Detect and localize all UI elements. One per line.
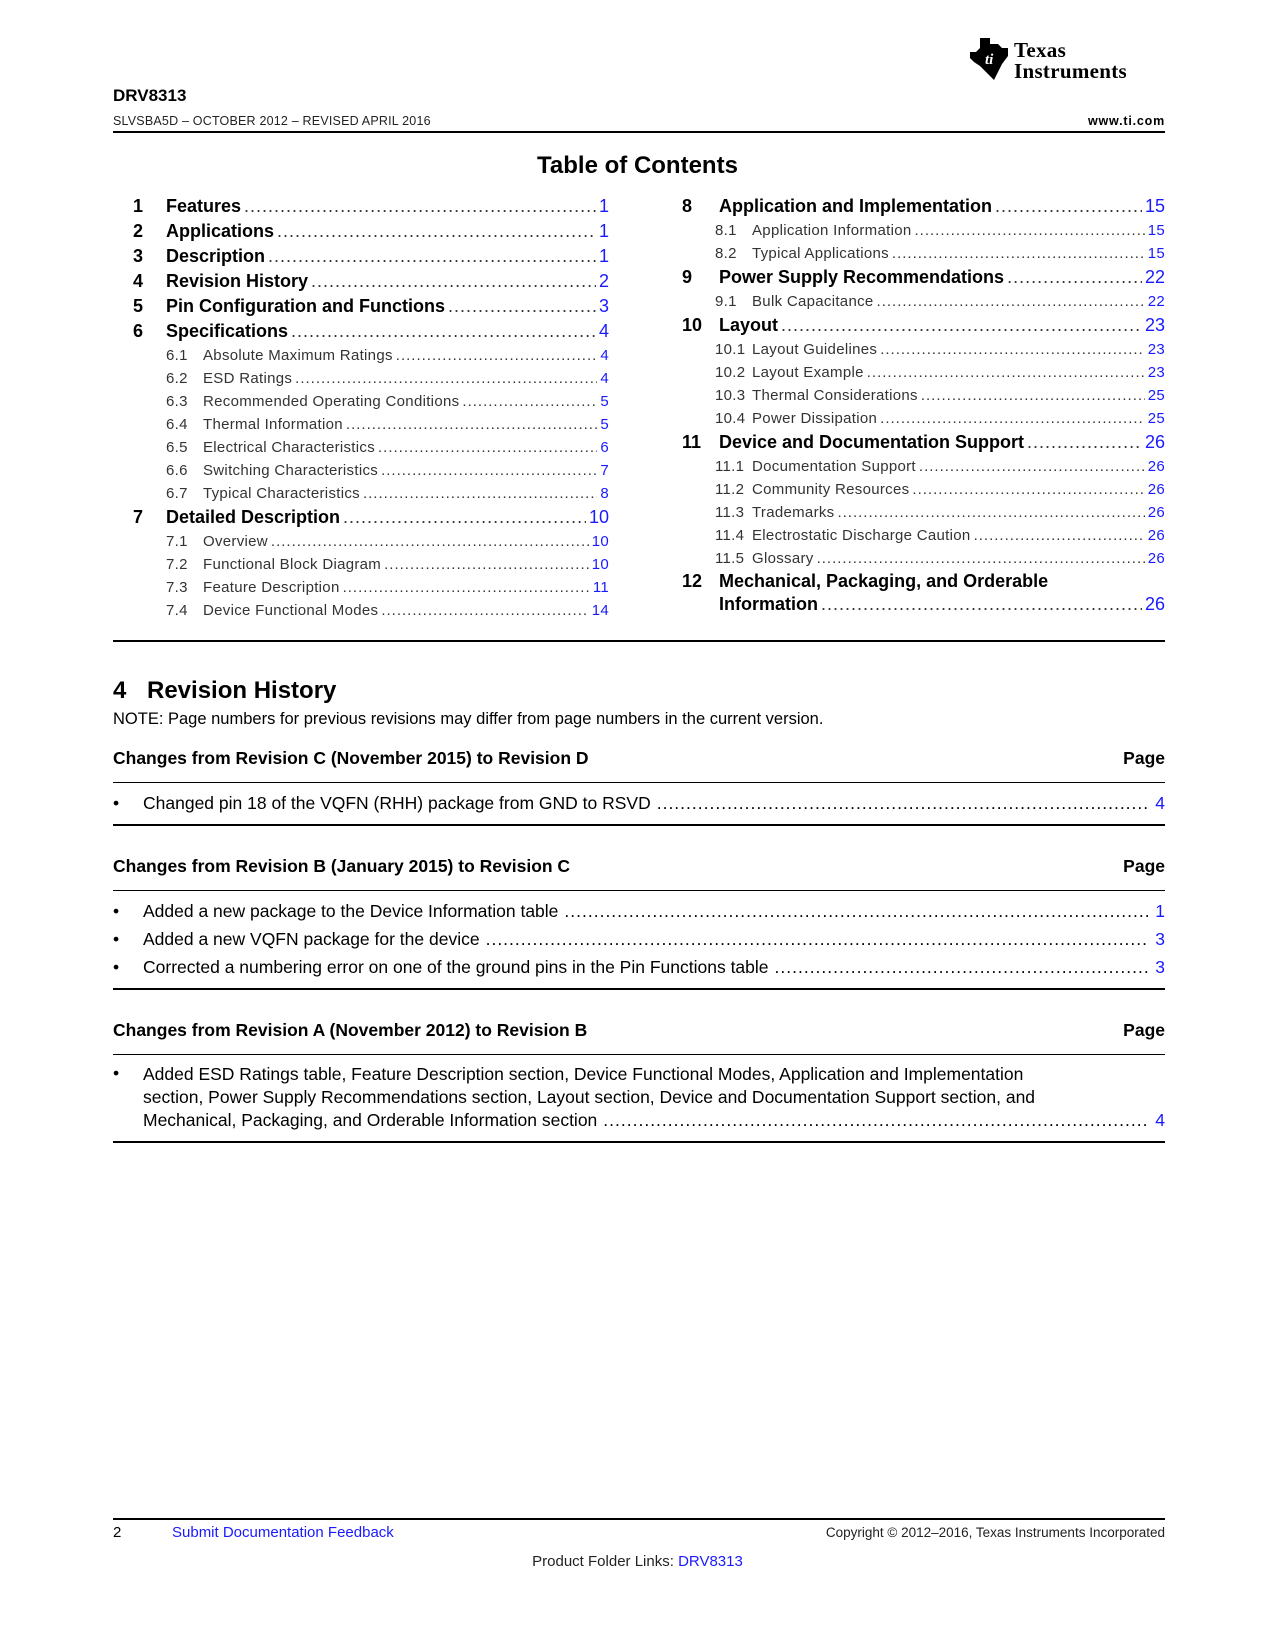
footer-rule — [113, 1518, 1165, 1520]
toc-leader-dots — [244, 194, 596, 219]
toc-entry-page[interactable]: 1 — [598, 221, 609, 241]
toc-entry-page[interactable]: 1 — [598, 246, 609, 266]
toc-entry[interactable] — [133, 244, 609, 269]
revision-item-text: Added a new package to the Device Information table — [143, 901, 559, 921]
revision-group-title: Changes from Revision A (November 2012) to Revision B — [113, 1020, 588, 1040]
toc-entry-number: 6.3 — [166, 393, 188, 410]
toc-leader-dots — [921, 384, 1145, 407]
toc-entry-label-cont: Information — [719, 594, 818, 614]
toc-entry-label: Power Dissipation — [752, 410, 878, 427]
toc-entry-page[interactable]: 8 — [600, 485, 609, 502]
toc-entry[interactable] — [682, 455, 1165, 478]
revision-item — [113, 1063, 1165, 1132]
toc-leader-dots — [378, 436, 597, 459]
toc-entry-page[interactable]: 26 — [1147, 504, 1165, 521]
toc-entry[interactable] — [682, 407, 1165, 430]
toc-entry[interactable] — [133, 482, 609, 505]
toc-entry[interactable] — [682, 547, 1165, 570]
toc-rule — [113, 640, 1165, 642]
toc-entry-label: Electrostatic Discharge Caution — [752, 527, 971, 544]
revision-item-text: Corrected a numbering error on one of the ground pins in the Pin Functions table — [143, 957, 769, 977]
toc-leader-dots — [995, 194, 1142, 219]
revision-item-page[interactable]: 4 — [1155, 1110, 1165, 1130]
page-number: 2 — [113, 1524, 122, 1541]
toc-entry-page[interactable]: 4 — [600, 347, 609, 364]
toc-entry-page[interactable]: 4 — [600, 370, 609, 387]
revision-item-page[interactable]: 3 — [1155, 957, 1165, 977]
toc-entry-label: Thermal Information — [203, 416, 343, 433]
toc-leader-dots — [381, 459, 597, 482]
toc-entry-label: Glossary — [752, 550, 814, 567]
toc-entry-number: 6.1 — [166, 347, 188, 364]
toc-leader-dots — [974, 524, 1145, 547]
toc-entry[interactable] — [133, 530, 609, 553]
toc-entry-number: 10.1 — [715, 341, 746, 358]
toc-entry-page[interactable]: 15 — [1144, 196, 1165, 216]
toc-leader-dots — [1007, 265, 1142, 290]
toc-entry[interactable] — [133, 413, 609, 436]
brand-line-2: Instruments — [1014, 59, 1127, 83]
toc-leader-dots — [915, 219, 1145, 242]
toc-entry-page[interactable]: 15 — [1147, 222, 1165, 239]
toc-entry[interactable] — [682, 478, 1165, 501]
revision-item-text-line: Mechanical, Packaging, and Orderable Information section — [143, 1110, 598, 1130]
revision-item — [113, 901, 1165, 922]
toc-entry-number: 5 — [133, 296, 144, 316]
toc-entry[interactable] — [682, 430, 1165, 455]
revision-group-end-rule — [113, 988, 1165, 990]
toc-leader-dots — [877, 290, 1145, 313]
toc-entry-label: Applications — [166, 221, 275, 241]
toc-entry[interactable] — [133, 459, 609, 482]
toc-entry-page[interactable]: 26 — [1144, 432, 1165, 452]
revision-group-heading — [113, 748, 1165, 769]
revision-item-page[interactable]: 1 — [1155, 901, 1165, 921]
toc-entry-number: 9.1 — [715, 293, 737, 310]
revision-item-text: Changed pin 18 of the VQFN (RHH) package from GND to RSVD — [143, 793, 651, 813]
toc-entry[interactable] — [133, 319, 609, 344]
toc-entry[interactable] — [682, 242, 1165, 265]
toc-entry-label: Trademarks — [752, 504, 835, 521]
toc-entry-page[interactable]: 1 — [598, 196, 609, 216]
toc-leader-dots — [448, 294, 596, 319]
toc-leader-dots — [892, 242, 1145, 265]
toc-entry-page[interactable]: 25 — [1147, 410, 1165, 427]
leader-dots — [486, 929, 1150, 950]
toc-entry-label: Thermal Considerations — [752, 387, 918, 404]
toc-entry-number: 6.6 — [166, 462, 188, 479]
toc-entry-label: Bulk Capacitance — [752, 293, 874, 310]
revision-group-rule — [113, 890, 1165, 891]
toc-entry-page[interactable]: 15 — [1147, 245, 1165, 262]
toc-entry-number: 11.1 — [715, 458, 745, 475]
toc-leader-dots — [462, 390, 597, 413]
toc-entry-number: 8.2 — [715, 245, 737, 262]
toc-entry[interactable] — [682, 501, 1165, 524]
toc-left-column — [133, 194, 609, 622]
header-rule — [113, 131, 1165, 133]
toc-entry-page[interactable]: 10 — [591, 556, 609, 573]
toc-entry-page[interactable]: 26 — [1144, 594, 1165, 614]
toc-entry[interactable] — [133, 219, 609, 244]
toc-leader-dots — [821, 592, 1142, 617]
toc-entry-label: Application Information — [752, 222, 912, 239]
toc-entry-page[interactable]: 26 — [1147, 481, 1165, 498]
toc-entry-label: Electrical Characteristics — [203, 439, 376, 456]
toc-entry-page[interactable]: 7 — [600, 462, 609, 479]
toc-leader-dots — [277, 219, 596, 244]
toc-entry-page[interactable]: 26 — [1147, 550, 1165, 567]
revision-group-rule — [113, 782, 1165, 783]
bullet-dot: • — [113, 1063, 120, 1083]
toc-leader-dots — [837, 501, 1144, 524]
revision-item — [113, 793, 1165, 814]
toc-entry[interactable] — [133, 269, 609, 294]
toc-entry-number: 9 — [682, 267, 693, 287]
toc-entry-line2 — [719, 592, 1165, 617]
toc-entry-number: 10.4 — [715, 410, 746, 427]
toc-leader-dots — [880, 407, 1145, 430]
toc-entry-label: Device and Documentation Support — [719, 432, 1025, 452]
revision-group-heading — [113, 1020, 1165, 1041]
toc-title: Table of Contents — [537, 152, 738, 179]
revision-group-rule — [113, 1054, 1165, 1055]
ti-logo-icon — [968, 36, 1012, 82]
toc-entry-page[interactable]: 26 — [1147, 527, 1165, 544]
toc-leader-dots — [291, 319, 596, 344]
toc-leader-dots — [311, 269, 596, 294]
toc-right-column — [682, 194, 1165, 617]
toc-entry-number: 11.5 — [715, 550, 745, 567]
product-folder-link[interactable]: DRV8313 — [678, 1553, 743, 1570]
toc-entry[interactable] — [682, 265, 1165, 290]
toc-entry-page[interactable]: 22 — [1144, 267, 1165, 287]
toc-entry-number: 6.7 — [166, 485, 188, 502]
toc-entry-label: Overview — [203, 533, 268, 550]
toc-entry[interactable] — [682, 290, 1165, 313]
toc-entry-label: Specifications — [166, 321, 289, 341]
leader-dots — [775, 957, 1150, 978]
toc-entry-label: Documentation Support — [752, 458, 916, 475]
toc-entry-page[interactable]: 3 — [598, 296, 609, 316]
toc-entry-label: Layout — [719, 315, 779, 335]
toc-entry-number: 12 — [682, 571, 703, 591]
leader-dots — [564, 901, 1149, 922]
toc-leader-dots — [343, 576, 590, 599]
copyright: Copyright © 2012–2016, Texas Instruments Incorporated — [825, 1525, 1165, 1540]
bullet-dot: • — [113, 793, 120, 813]
toc-entry-page[interactable]: 14 — [591, 602, 609, 619]
toc-entry-label: Switching Characteristics — [203, 462, 379, 479]
toc-entry-number: 2 — [133, 221, 144, 241]
revision-group-end-rule — [113, 1141, 1165, 1143]
toc-entry-number: 3 — [133, 246, 144, 266]
toc-leader-dots — [867, 361, 1145, 384]
toc-leader-dots — [912, 478, 1144, 501]
toc-leader-dots — [271, 530, 589, 553]
toc-leader-dots — [817, 547, 1145, 570]
toc-entry-page[interactable]: 5 — [600, 416, 609, 433]
page-column-label: Page — [1123, 748, 1165, 768]
toc-entry[interactable] — [682, 570, 1165, 617]
toc-entry-number: 8 — [682, 196, 693, 216]
leader-dots — [603, 1109, 1149, 1132]
revision-group-title: Changes from Revision C (November 2015) to Revision D — [113, 748, 589, 768]
toc-leader-dots — [1027, 430, 1142, 455]
toc-entry[interactable] — [133, 576, 609, 599]
toc-leader-dots — [384, 553, 589, 576]
toc-entry-number: 6.4 — [166, 416, 188, 433]
toc-entry-number: 6.5 — [166, 439, 188, 456]
toc-entry-label: Power Supply Recommendations — [719, 267, 1005, 287]
toc-entry[interactable] — [682, 524, 1165, 547]
toc-leader-dots — [880, 338, 1145, 361]
toc-entry-number: 10.3 — [715, 387, 746, 404]
toc-entry-number: 7.3 — [166, 579, 188, 596]
revision-item-text: Added a new VQFN package for the device — [143, 929, 480, 949]
revision-group-title: Changes from Revision B (January 2015) to Revision C — [113, 856, 571, 876]
toc-entry[interactable] — [133, 390, 609, 413]
toc-leader-dots — [295, 367, 597, 390]
toc-entry[interactable] — [133, 553, 609, 576]
toc-entry-number: 11 — [682, 432, 702, 452]
toc-entry-label: Pin Configuration and Functions — [166, 296, 445, 316]
section-heading — [113, 677, 336, 705]
toc-leader-dots — [343, 505, 586, 530]
leader-dots — [657, 793, 1150, 814]
toc-entry-number: 7.2 — [166, 556, 188, 573]
toc-entry-number: 7.1 — [166, 533, 188, 550]
revision-item — [113, 957, 1165, 978]
folder-links-label: Product Folder Links: — [532, 1553, 679, 1570]
toc-entry-number: 10 — [682, 315, 703, 335]
toc-entry-number: 11.4 — [715, 527, 745, 544]
toc-entry[interactable] — [682, 313, 1165, 338]
toc-entry-page[interactable]: 22 — [1147, 293, 1165, 310]
bullet-dot: • — [113, 929, 120, 949]
toc-entry[interactable] — [682, 384, 1165, 407]
toc-entry-number: 10.2 — [715, 364, 746, 381]
brand-line-1: Texas — [1014, 38, 1067, 62]
toc-entry-label: Mechanical, Packaging, and Orderable — [719, 571, 1049, 591]
doc-revision-line: SLVSBA5D – OCTOBER 2012 – REVISED APRIL 2016 — [113, 114, 431, 128]
toc-entry-page[interactable]: 6 — [600, 439, 609, 456]
toc-entry-label: Community Resources — [752, 481, 910, 498]
toc-entry-number: 8.1 — [715, 222, 737, 239]
toc-leader-dots — [781, 313, 1142, 338]
toc-entry-label: Revision History — [166, 271, 309, 291]
toc-entry-number: 11.2 — [715, 481, 745, 498]
toc-entry-label: Recommended Operating Conditions — [203, 393, 460, 410]
toc-entry-number: 6 — [133, 321, 144, 341]
toc-leader-dots — [346, 413, 597, 436]
toc-entry-number: 1 — [133, 196, 144, 216]
toc-entry-label: Typical Characteristics — [203, 485, 360, 502]
product-folder-links — [0, 1553, 1275, 1570]
ti-logo — [968, 36, 1168, 86]
revision-item-text-line: Added ESD Ratings table, Feature Description section, Device Functional Modes, Application and Implementation — [143, 1064, 1024, 1084]
toc-entry-page[interactable]: 23 — [1144, 315, 1165, 335]
toc-leader-dots — [396, 344, 598, 367]
toc-entry-label: Functional Block Diagram — [203, 556, 382, 573]
revision-item-last-line — [143, 1109, 1165, 1132]
toc-entry-number: 7.4 — [166, 602, 188, 619]
toc-entry-page[interactable]: 11 — [592, 579, 609, 596]
toc-entry-page[interactable]: 4 — [598, 321, 609, 341]
toc-entry[interactable] — [133, 367, 609, 390]
toc-entry-page[interactable]: 23 — [1147, 364, 1165, 381]
feedback-link[interactable]: Submit Documentation Feedback — [172, 1524, 394, 1541]
toc-entry-label: Absolute Maximum Ratings — [203, 347, 393, 364]
ti-wordmark — [1014, 40, 1127, 82]
section-number: 4 — [113, 677, 127, 704]
revision-group-heading — [113, 856, 1165, 877]
toc-leader-dots — [919, 455, 1145, 478]
toc-entry-page[interactable]: 26 — [1147, 458, 1165, 475]
toc-entry-page[interactable]: 23 — [1147, 341, 1165, 358]
toc-entry-label: Detailed Description — [166, 507, 341, 527]
toc-entry-label: Feature Description — [203, 579, 340, 596]
toc-entry[interactable] — [133, 599, 609, 622]
toc-entry[interactable] — [133, 294, 609, 319]
toc-entry[interactable] — [133, 344, 609, 367]
svg-text:ti: ti — [985, 52, 994, 68]
toc-leader-dots — [268, 244, 596, 269]
toc-entry-label: Layout Example — [752, 364, 864, 381]
bullet-dot: • — [113, 901, 120, 921]
site-url[interactable]: www.ti.com — [1088, 114, 1165, 128]
toc-entry-number: 11.3 — [715, 504, 745, 521]
toc-entry-label: Device Functional Modes — [203, 602, 379, 619]
toc-entry[interactable] — [682, 194, 1165, 219]
toc-entry-number: 4 — [133, 271, 144, 291]
revision-note: NOTE: Page numbers for previous revisions may differ from page numbers in the current version. — [113, 710, 824, 728]
toc-entry[interactable] — [682, 361, 1165, 384]
toc-entry-label: Application and Implementation — [719, 196, 993, 216]
toc-entry[interactable] — [133, 505, 609, 530]
toc-entry-label: Layout Guidelines — [752, 341, 878, 358]
page-column-label: Page — [1123, 856, 1165, 876]
toc-entry-page[interactable]: 5 — [600, 393, 609, 410]
toc-entry-label: ESD Ratings — [203, 370, 293, 387]
page-column-label: Page — [1123, 1020, 1165, 1040]
toc-entry-label: Description — [166, 246, 266, 266]
revision-item — [113, 929, 1165, 950]
revision-item-page[interactable]: 3 — [1155, 929, 1165, 949]
toc-entry-number: 6.2 — [166, 370, 188, 387]
toc-entry-label: Typical Applications — [752, 245, 889, 262]
toc-entry-page[interactable]: 10 — [588, 507, 609, 527]
toc-entry-page[interactable]: 10 — [591, 533, 609, 550]
revision-item-text-line: section, Power Supply Recommendations section, Layout section, Device and Documentation Support section, and — [143, 1087, 1036, 1107]
toc-entry-page[interactable]: 2 — [598, 271, 609, 291]
toc-entry-number: 7 — [133, 507, 144, 527]
section-title: Revision History — [147, 677, 337, 704]
doc-id: DRV8313 — [113, 86, 187, 105]
revision-item-page[interactable]: 4 — [1155, 793, 1165, 813]
toc-entry-label: Features — [166, 196, 242, 216]
toc-entry[interactable] — [682, 338, 1165, 361]
revision-group-end-rule — [113, 824, 1165, 826]
toc-leader-dots — [381, 599, 588, 622]
toc-leader-dots — [363, 482, 597, 505]
toc-entry[interactable] — [133, 194, 609, 219]
bullet-dot: • — [113, 957, 120, 977]
toc-entry[interactable] — [682, 219, 1165, 242]
toc-entry-page[interactable]: 25 — [1147, 387, 1165, 404]
toc-entry[interactable] — [133, 436, 609, 459]
